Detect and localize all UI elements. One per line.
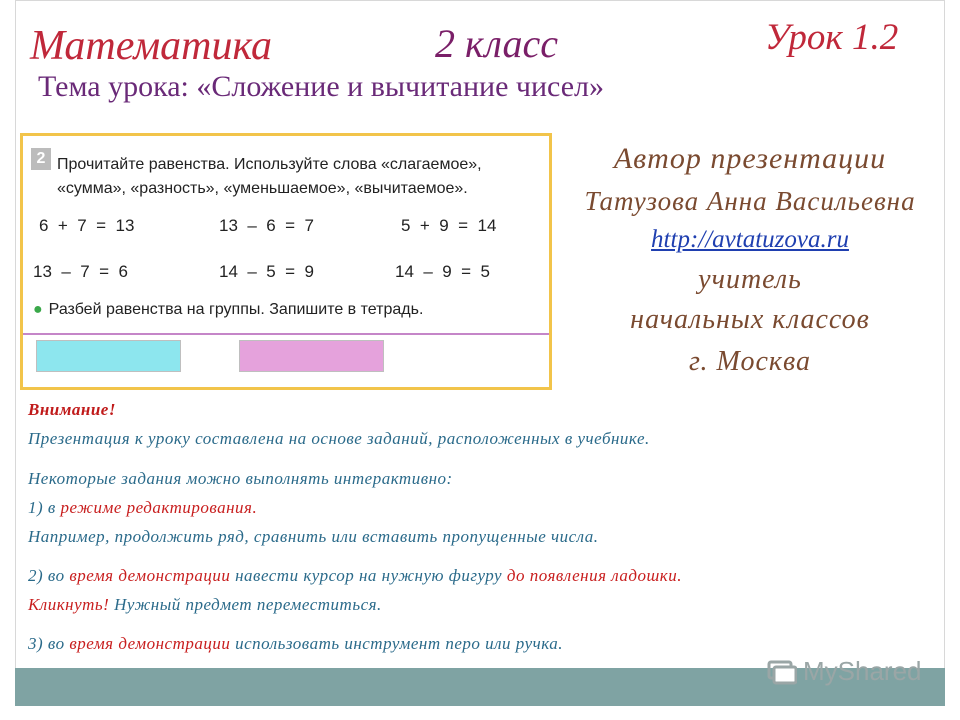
note-line — [28, 634, 563, 654]
task-instruction-line: Прочитайте равенства. Используйте слова «слагаемое», — [57, 156, 482, 173]
lesson-topic: Тема урока: «Сложение и вычитание чисел» — [38, 70, 605, 103]
myshared-logo-icon — [767, 658, 797, 686]
author-role: учитель — [698, 264, 802, 295]
task-bullet — [33, 301, 423, 319]
note-highlight: Кликнуть! — [28, 595, 110, 614]
equation: 14 – 5 = 9 — [219, 262, 314, 281]
lesson-number: Урок 1.2 — [765, 17, 899, 58]
note-text: использовать инструмент перо или ручка. — [230, 634, 564, 653]
note-line: Некоторые задания можно выполнять интерактивно: — [28, 469, 453, 488]
note-highlight: время демонстрации — [69, 634, 231, 653]
task-bullet-text: Разбей равенства на группы. Запишите в тетрадь. — [48, 301, 424, 318]
author-url-link[interactable]: http://avtatuzova.ru — [651, 226, 849, 253]
note-highlight: режиме редактирования. — [60, 498, 258, 517]
task-instruction — [57, 153, 547, 201]
grade-title: 2 класс — [435, 21, 558, 66]
task-instruction-line: «сумма», «разность», «уменьшаемое», «вычитаемое». — [57, 180, 468, 197]
author-heading: Автор презентации — [613, 142, 887, 175]
equation: 6 + 7 = 13 — [39, 216, 135, 235]
author-name: Татузова Анна Васильевна — [584, 186, 916, 216]
note-line — [28, 498, 257, 518]
divider — [23, 333, 549, 335]
watermark — [767, 656, 922, 687]
task-card — [20, 133, 552, 390]
watermark-text: MyShared — [803, 656, 922, 686]
note-line — [28, 566, 682, 586]
note-text: 3) во — [28, 634, 70, 653]
note-text: Нужный предмет переместиться. — [109, 595, 382, 614]
group-box-pink[interactable] — [239, 340, 384, 372]
equation: 13 – 6 = 7 — [219, 216, 314, 235]
equation: 5 + 9 = 14 — [401, 216, 497, 235]
note-highlight: до появления ладошки. — [506, 566, 682, 585]
note-text: 2) во — [28, 566, 70, 585]
note-text: навести курсор на нужную фигуру — [230, 566, 507, 585]
note-highlight: время демонстрации — [69, 566, 231, 585]
note-line: Презентация к уроку составлена на основе заданий, расположенных в учебнике. — [28, 429, 650, 448]
equation: 14 – 9 = 5 — [395, 262, 490, 281]
author-role: начальных классов — [630, 304, 870, 335]
attention-label: Внимание! — [28, 400, 116, 419]
author-city: г. Москва — [689, 346, 811, 377]
task-number-badge: 2 — [31, 148, 51, 170]
note-line: Например, продолжить ряд, сравнить или вставить пропущенные числа. — [28, 527, 599, 546]
bullet-dot-icon: ● — [33, 301, 43, 318]
note-text: 1) в — [28, 498, 61, 517]
equation: 13 – 7 = 6 — [33, 262, 128, 281]
subject-title: Математика — [30, 23, 273, 69]
group-box-cyan[interactable] — [36, 340, 181, 372]
note-line — [28, 595, 382, 615]
